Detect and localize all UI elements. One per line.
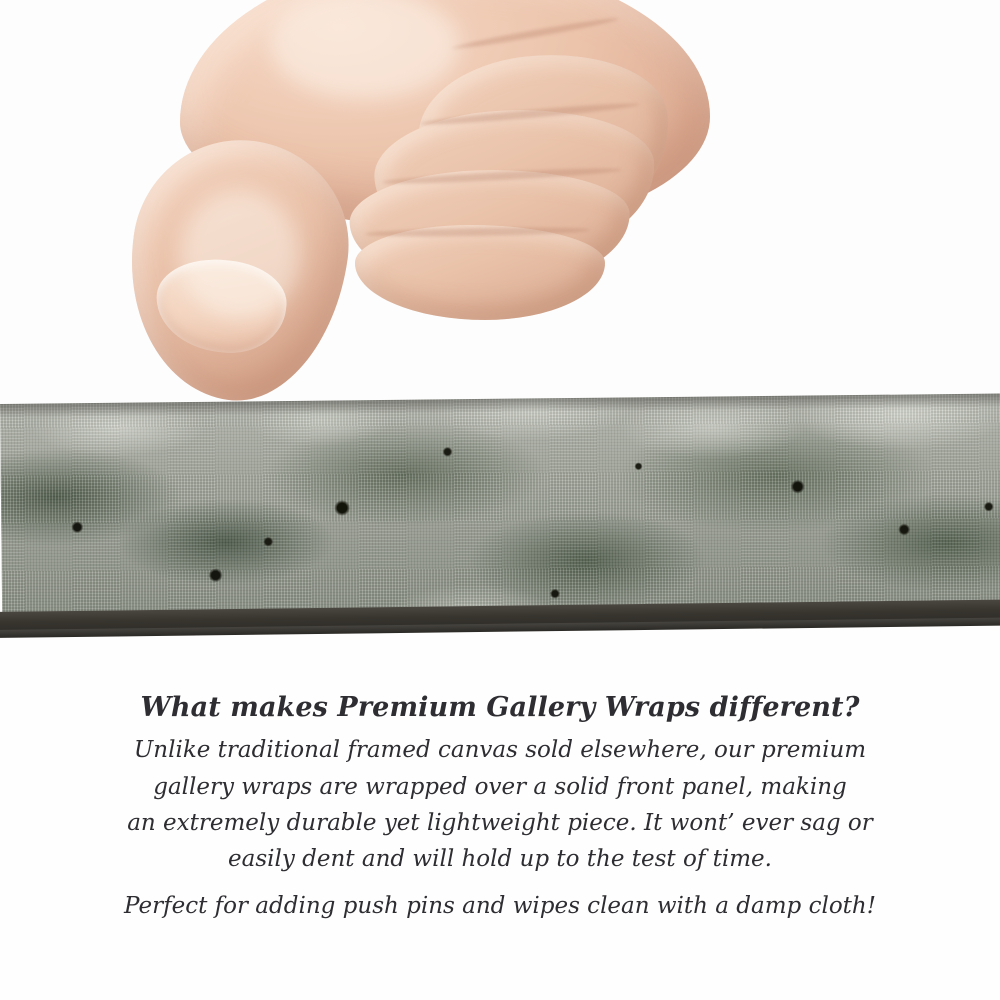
caption-line: an extremely durable yet lightweight piece. It wont’ ever sag or [127, 810, 873, 837]
hand-photo [0, 0, 1000, 408]
caption-closing-line: Perfect for adding push pins and wipes clean with a damp cloth! [124, 892, 876, 919]
canvas-speckles [0, 394, 1000, 619]
caption-line: easily dent and will hold up to the test of time. [228, 846, 772, 873]
finger-pinky [355, 225, 605, 320]
skin-highlight [180, 190, 300, 320]
caption-block [0, 690, 1000, 924]
caption-line: Unlike traditional framed canvas sold elsewhere, our premium [133, 737, 867, 764]
canvas-edge-photo [0, 394, 1000, 619]
caption-heading: What makes Premium Gallery Wraps different? [140, 692, 860, 723]
hand-illustration [120, 0, 720, 408]
caption-line: gallery wraps are wrapped over a solid front panel, making [153, 773, 847, 800]
